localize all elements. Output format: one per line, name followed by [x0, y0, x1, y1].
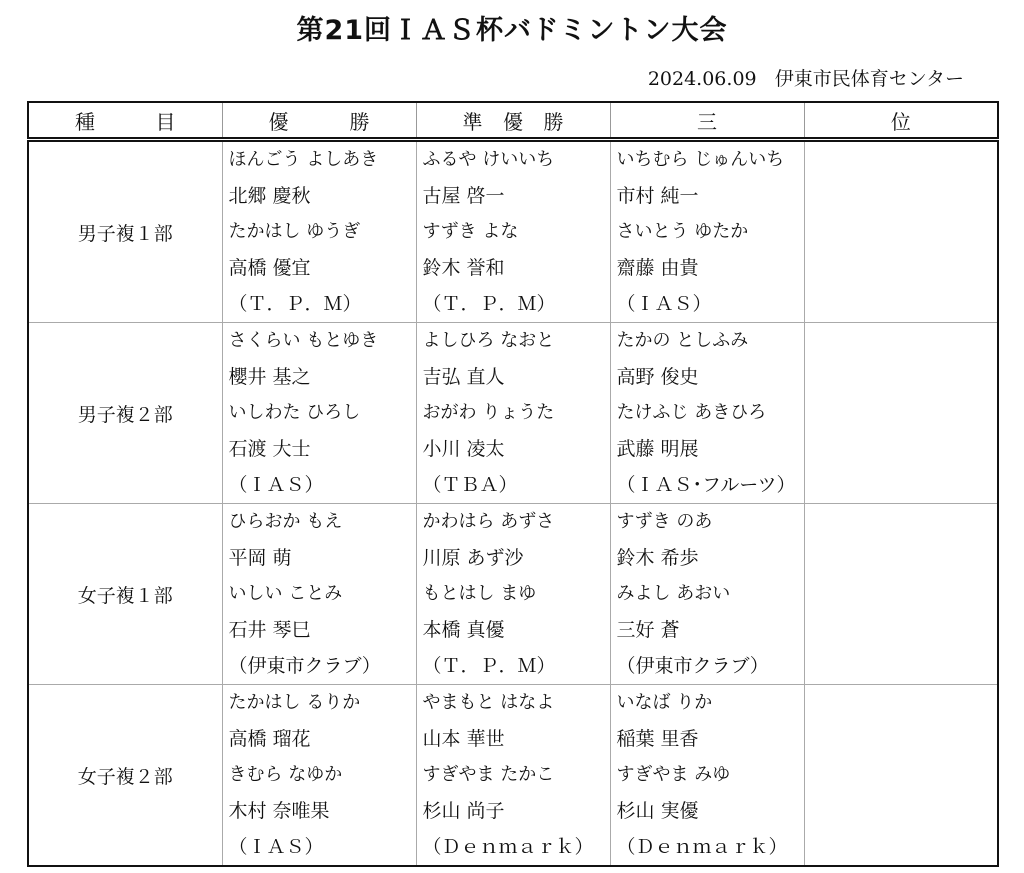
player-name: 武藤 明展: [616, 438, 699, 460]
runner-up-cell: [416, 323, 610, 504]
third-b-cell: [804, 140, 998, 323]
team-name: （ＩＡＳ･フルーツ）: [616, 474, 796, 496]
header-third-label: 三: [697, 109, 717, 134]
date-venue-line: [648, 64, 964, 91]
player-name: 稲葉 里香: [616, 728, 699, 750]
player-name: 木村 奈唯果: [228, 800, 330, 822]
team-name: [805, 467, 998, 503]
results-table: [27, 101, 999, 867]
player-reading: すぎやま たかこ: [422, 764, 555, 785]
player-name: 吉弘 直人: [422, 366, 505, 388]
player-reading: すぎやま みゆ: [616, 764, 731, 785]
header-event-char: 種: [75, 109, 95, 134]
table-row: [28, 323, 998, 504]
team-name: （Ｔ．Ｐ．Ｍ）: [422, 655, 556, 677]
header-event-char: 目: [155, 109, 176, 134]
team-name: （Ｔ．Ｐ．Ｍ）: [228, 293, 362, 315]
third-b-cell: [804, 504, 998, 685]
header-runner-up-char: 優: [503, 109, 523, 134]
header-winner-char: 優: [268, 109, 289, 134]
runner-up-cell: [416, 685, 610, 867]
player-name: [805, 431, 998, 467]
event-name: 男子複２部: [28, 323, 222, 504]
player-name: 三好 蒼: [616, 619, 680, 641]
player-name: [805, 178, 998, 214]
player-reading: [805, 757, 998, 793]
player-reading: たかはし ゆうぎ: [228, 221, 361, 242]
team-name: （ＩＡＳ）: [616, 293, 712, 315]
player-reading: やまもと はなよ: [422, 692, 555, 713]
team-name: （Ｔ．Ｐ．Ｍ）: [422, 293, 556, 315]
player-reading: たかはし るりか: [228, 692, 361, 713]
player-reading: [805, 685, 998, 721]
header-event: [28, 102, 222, 140]
player-reading: さくらい もとゆき: [228, 330, 379, 351]
header-row: [28, 102, 998, 140]
player-name: [805, 793, 998, 829]
player-reading: すずき のあ: [616, 511, 713, 532]
player-name: 杉山 実優: [616, 800, 699, 822]
player-reading: きむら なゆか: [228, 764, 343, 785]
runner-up-cell: [416, 140, 610, 323]
player-name: 高橋 瑠花: [228, 728, 311, 750]
player-name: 山本 華世: [422, 728, 505, 750]
third-a-cell: [610, 685, 804, 867]
player-reading: [805, 576, 998, 612]
header-third-a: [610, 102, 804, 140]
player-reading: みよし あおい: [616, 583, 731, 604]
player-name: 鈴木 希歩: [616, 547, 699, 569]
player-reading: かわはら あずさ: [422, 511, 555, 532]
event-name: 女子複２部: [77, 765, 173, 788]
player-reading: いちむら じゅんいち: [616, 149, 785, 170]
header-winner: [222, 102, 416, 140]
player-reading: たかの としふみ: [616, 330, 749, 351]
table-row: [28, 685, 998, 867]
player-name: 小川 凌太: [422, 438, 505, 460]
header-runner-up-char: 勝: [543, 109, 564, 134]
player-name: 石渡 大士: [228, 438, 311, 460]
player-name: 平岡 萌: [228, 547, 292, 569]
runner-up-cell: [416, 504, 610, 685]
player-name: 高橋 優宜: [228, 257, 311, 279]
event-date: 2024.06.09: [647, 68, 757, 90]
player-name: 石井 琴巳: [228, 619, 311, 641]
team-name: （伊東市クラブ）: [228, 655, 381, 677]
team-name: [805, 829, 998, 865]
player-name: 北郷 慶秋: [228, 185, 311, 207]
winner-cell: [222, 140, 416, 323]
team-name: （ＩＡＳ）: [228, 836, 324, 858]
player-reading: よしひろ なおと: [422, 330, 555, 351]
team-name: （伊東市クラブ）: [616, 655, 769, 677]
player-name: 高野 俊史: [616, 366, 699, 388]
player-name: [805, 250, 998, 286]
winner-cell: [222, 504, 416, 685]
player-reading: もとはし まゆ: [422, 583, 537, 604]
event-venue: 伊東市民体育センター: [774, 68, 964, 90]
team-name: [805, 286, 998, 322]
third-b-cell: [804, 685, 998, 867]
player-reading: おがわ りょうた: [422, 402, 555, 423]
header-runner-up: [416, 102, 610, 140]
player-reading: いなば りか: [616, 692, 713, 713]
player-name: 齋藤 由貴: [616, 257, 699, 279]
player-reading: [805, 142, 998, 178]
player-reading: [805, 504, 998, 540]
event-name: 女子複１部: [28, 504, 222, 685]
header-runner-up-char: 準: [462, 109, 483, 134]
third-a-cell: [610, 323, 804, 504]
team-name: （Ｄｅｎｍａｒｋ）: [616, 836, 788, 858]
player-name: 川原 あず沙: [422, 547, 524, 569]
team-name: （ＩＡＳ）: [228, 474, 324, 496]
player-reading: いしわた ひろし: [228, 402, 361, 423]
player-name: [805, 540, 998, 576]
team-name: [805, 648, 998, 684]
player-reading: ほんごう よしあき: [228, 149, 379, 170]
document-title: 第21回ＩＡＳ杯バドミントン大会: [296, 15, 728, 46]
team-name: （ＴＢＡ）: [422, 474, 518, 496]
player-reading: さいとう ゆたか: [616, 221, 749, 242]
player-reading: [805, 323, 998, 359]
table-row: [28, 504, 998, 685]
player-reading: いしい ことみ: [228, 583, 343, 604]
table-row: [28, 140, 998, 323]
event-name: 男子複１部: [28, 140, 222, 323]
player-reading: すずき よな: [422, 221, 519, 242]
player-reading: [805, 395, 998, 431]
winner-cell: [222, 323, 416, 504]
player-name: [805, 359, 998, 395]
header-winner-char: 勝: [349, 109, 370, 134]
third-b-cell: [804, 323, 998, 504]
header-third-b: [804, 102, 998, 140]
player-name: [805, 612, 998, 648]
player-reading: ふるや けいいち: [422, 149, 555, 170]
team-name: （Ｄｅｎｍａｒｋ）: [422, 836, 594, 858]
header-place-label: 位: [890, 109, 911, 134]
player-name: 鈴木 誉和: [422, 257, 505, 279]
player-name: 古屋 啓一: [422, 185, 505, 207]
player-reading: ひらおか もえ: [228, 511, 343, 532]
player-name: 本橋 真優: [422, 619, 505, 641]
player-name: [805, 721, 998, 757]
player-name: 杉山 尚子: [422, 800, 505, 822]
player-name: 市村 純一: [616, 185, 699, 207]
third-a-cell: [610, 504, 804, 685]
winner-cell: [222, 685, 416, 867]
player-reading: たけふじ あきひろ: [616, 402, 767, 423]
third-a-cell: [610, 140, 804, 323]
player-reading: [805, 214, 998, 250]
player-name: 櫻井 基之: [228, 366, 311, 388]
